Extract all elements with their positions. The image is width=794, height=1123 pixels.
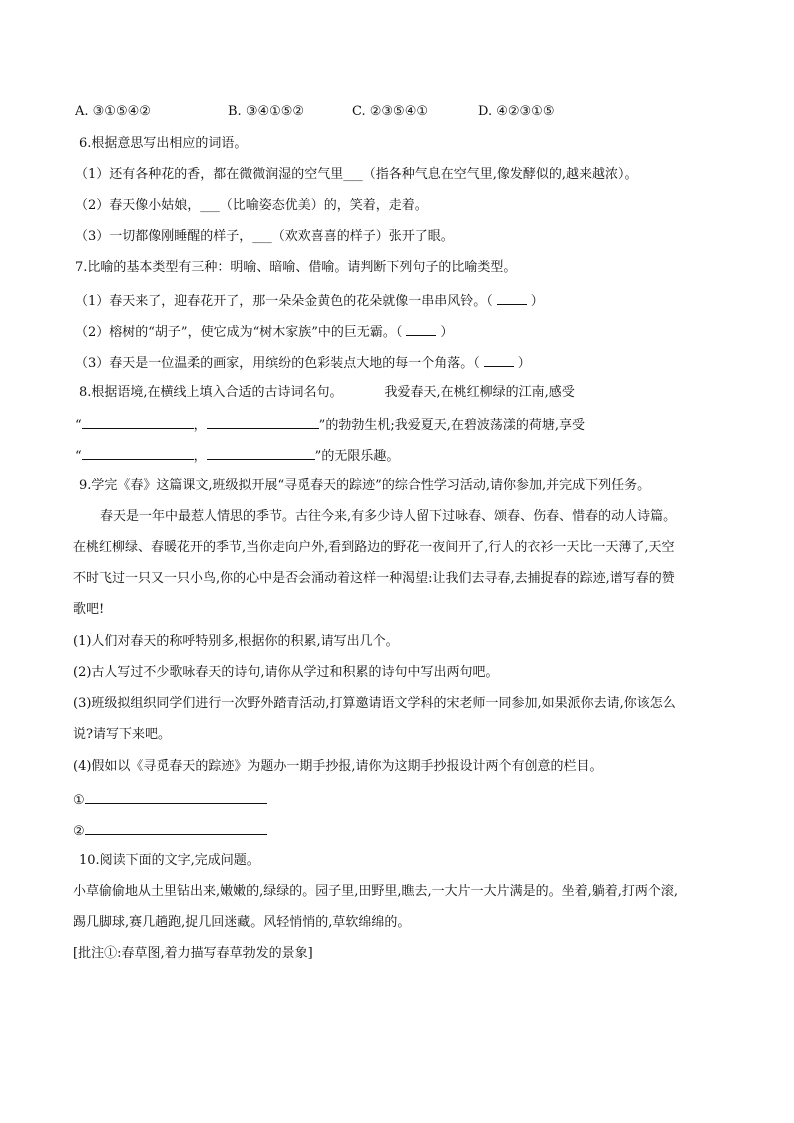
- q9-passage-line: 歌吧!: [73, 602, 105, 617]
- circled-two: ②: [73, 824, 85, 839]
- q10-note: [批注①:春草图,着力描写春草勃发的景象]: [73, 946, 313, 961]
- answer-blank[interactable]: [497, 290, 527, 305]
- answer-line-1: [73, 789, 267, 810]
- option-d: D. ④②③①⑤: [478, 104, 555, 119]
- option-b: B. ③④①⑤②: [228, 104, 305, 119]
- answer-blank[interactable]: [406, 321, 436, 336]
- q9-passage-line: 在桃红柳绿、春暖花开的季节,当你走向户外,看到路边的野花一夜间开了,行人的衣衫一天比一天薄了,天空: [73, 540, 675, 555]
- q6-item-1: （1）还有各种花的香，都在微微润湿的空气里___（指各种气息在空气里,像发酵似的,越来越浓）。: [75, 167, 638, 182]
- q10-passage-line: 踢几脚球,赛几趟跑,捉几回迷藏。风轻悄悄的,草软绵绵的。: [73, 915, 411, 930]
- option-c: C. ②③⑤④①: [352, 104, 429, 119]
- poem-blank[interactable]: [82, 445, 194, 460]
- comma: ，: [193, 418, 207, 433]
- q9-task-3-cont: 说?请写下来吧。: [73, 727, 171, 742]
- q8-title: 8.根据语境,在横线上填入合适的古诗词名句。: [79, 385, 343, 400]
- q7-item-2-text: （2）榕树的“胡子”，使它成为“树木家族”中的巨无霸。（: [75, 325, 403, 340]
- q9-task-3: (3)班级拟组织同学们进行一次野外踏青活动,打算邀请语文学科的宋老师一同参加,如果派你去请,你该怎么: [73, 696, 676, 711]
- q9-task-1: (1)人们对春天的称呼特别多,根据你的积累,请写出几个。: [73, 634, 399, 649]
- q8-context: 我爱春天,在桃红柳绿的江南,感受: [384, 385, 575, 400]
- q7-item-3-text: （3）春天是一位温柔的画家，用缤纷的色彩装点大地的每一个角落。（: [75, 356, 480, 371]
- q9-task-2: (2)古人写过不少歌咏春天的诗句,请你从学过和积累的诗句中写出两句吧。: [73, 665, 499, 680]
- column-blank[interactable]: [85, 789, 267, 804]
- open-quote: “: [75, 418, 82, 433]
- q6-item-3: （3）一切都像刚睡醒的样子，___（欢欢喜喜的样子）张开了眼。: [75, 229, 454, 244]
- q7-item-1-text: （1）春天来了，迎春花开了，那一朵朵金黄色的花朵就像一串串风铃。（: [75, 294, 493, 309]
- q7-item-1: [75, 290, 544, 311]
- q6-title: 6.根据意思写出相应的词语。: [79, 136, 248, 151]
- column-blank[interactable]: [85, 820, 267, 835]
- q7-item-1-close: ）: [530, 294, 544, 309]
- q9-title: 9.学完《春》这篇课文,班级拟开展“寻觅春天的踪迹”的综合性学习活动,请你参加,并完成下列任务。: [79, 478, 651, 493]
- q8-line-2-end: ”的无限乐趣。: [314, 449, 400, 464]
- q8-line-1: [75, 414, 585, 435]
- comma: ，: [193, 449, 207, 464]
- answer-line-2: [73, 820, 267, 841]
- circled-one: ①: [73, 793, 85, 808]
- answer-blank[interactable]: [484, 352, 514, 367]
- q7-item-2-close: ）: [440, 325, 454, 340]
- q10-passage-line: 小草偷偷地从土里钻出来,嫩嫩的,绿绿的。园子里,田野里,瞧去,一大片一大片满是的。坐着,躺着,打两个滚,: [73, 884, 679, 899]
- q7-item-3-close: ）: [517, 356, 531, 371]
- q9-passage-line: 不时飞过一只又一只小鸟,你的心中是否会涌动着这样一种渴望:让我们去寻春,去捕捉春的踪迹,谱写春的赞: [73, 571, 675, 586]
- q9-task-4: (4)假如以《寻觅春天的踪迹》为题办一期手抄报,请你为这期手抄报设计两个有创意的栏目。: [73, 759, 603, 774]
- poem-blank[interactable]: [207, 414, 319, 429]
- open-quote: “: [75, 449, 82, 464]
- q7-item-2: [75, 321, 453, 342]
- q7-item-3: [75, 352, 531, 373]
- poem-blank[interactable]: [82, 414, 194, 429]
- q8-line-1-end: ”的勃勃生机;我爱夏天,在碧波荡漾的荷塘,享受: [318, 418, 585, 433]
- poem-blank[interactable]: [207, 445, 315, 460]
- q6-item-2: （2）春天像小姑娘，___（比喻姿态优美）的，笑着，走着。: [75, 198, 428, 213]
- q10-title: 10.阅读下面的文字,完成问题。: [79, 853, 260, 868]
- q9-passage-line: 春天是一年中最惹人情思的季节。古往今来,有多少诗人留下过咏春、颂春、伤春、惜春的动人诗篇。: [100, 509, 677, 524]
- q7-title: 7.比喻的基本类型有三种：明喻、暗喻、借喻。请判断下列句子的比喻类型。: [75, 260, 517, 275]
- q8-title-line: [79, 384, 575, 402]
- option-a: A. ③①⑤④②: [75, 104, 151, 119]
- q8-line-2: [75, 445, 399, 466]
